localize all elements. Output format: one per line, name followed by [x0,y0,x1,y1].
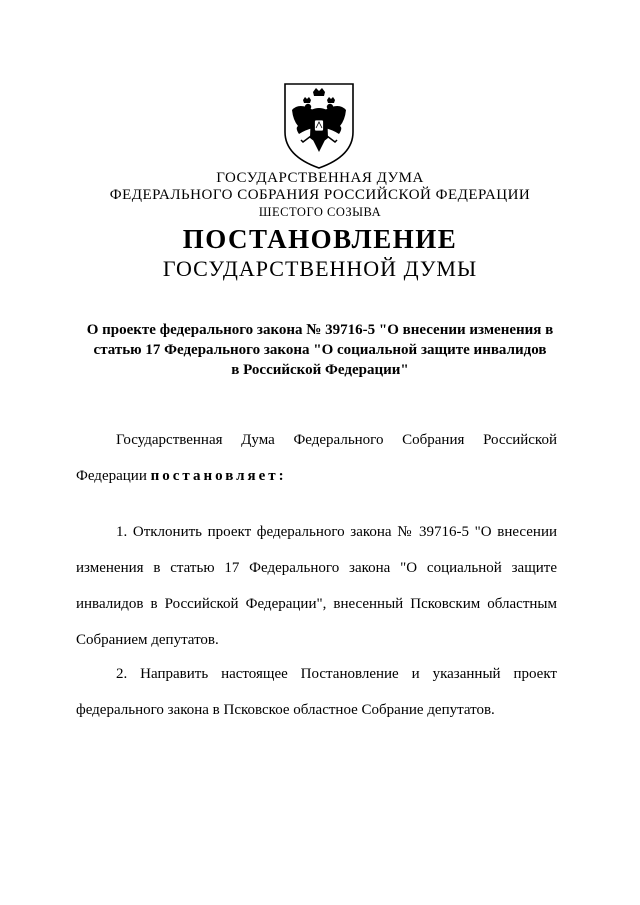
emblem-wing-right [325,106,346,134]
item-1-line: изменения в статью 17 Федерального закона "О социальной защите [76,560,557,576]
preamble-line [76,466,557,502]
header-convocation: ШЕСТОГО СОЗЫВА [258,205,382,219]
item-1-paragraph [76,522,557,666]
header-duma: ГОСУДАРСТВЕННАЯ ДУМА [216,170,424,186]
preamble-paragraph [76,430,557,502]
item-2-paragraph [76,664,557,736]
subject-line: статью 17 Федерального закона "О социальной защите инвалидов [93,342,547,358]
document-title: ПОСТАНОВЛЕНИЕ [182,224,458,254]
emblem-crown-right [327,97,335,103]
item-1-line: Собранием депутатов. [76,632,219,648]
emblem-crown-left [303,97,311,103]
subject-line: в Российской Федерации" [231,362,409,378]
item-1-line: 1. Отклонить проект федерального закона № 39716-5 "О внесении [116,524,557,540]
preamble-text: Федерации [76,468,151,484]
item-2-line: федерального закона в Псковское областное Собрание депутатов. [76,702,495,718]
resolves-phrase: постановляет: [150,468,287,484]
preamble-line: Государственная Дума Федерального Собрания Российской [116,432,557,448]
emblem-leg-left [301,136,311,142]
item-1-line: инвалидов в Российской Федерации", внесенный Псковским областным [76,596,557,612]
emblem-crown-center [313,88,325,96]
item-2-line: 2. Направить настоящее Постановление и указанный проект [116,666,557,682]
subject-line: О проекте федерального закона № 39716-5 "О внесении изменения в [86,322,554,338]
emblem-wing-left [292,106,313,134]
header-federal-assembly: ФЕДЕРАЛЬНОГО СОБРАНИЯ РОССИЙСКОЙ ФЕДЕРАЦИИ [109,187,531,203]
document-subtitle: ГОСУДАРСТВЕННОЙ ДУМЫ [162,256,478,281]
emblem-tail [313,140,325,152]
document-subject [60,320,580,380]
coat-of-arms-emblem [281,80,357,170]
emblem-leg-right [327,136,337,142]
